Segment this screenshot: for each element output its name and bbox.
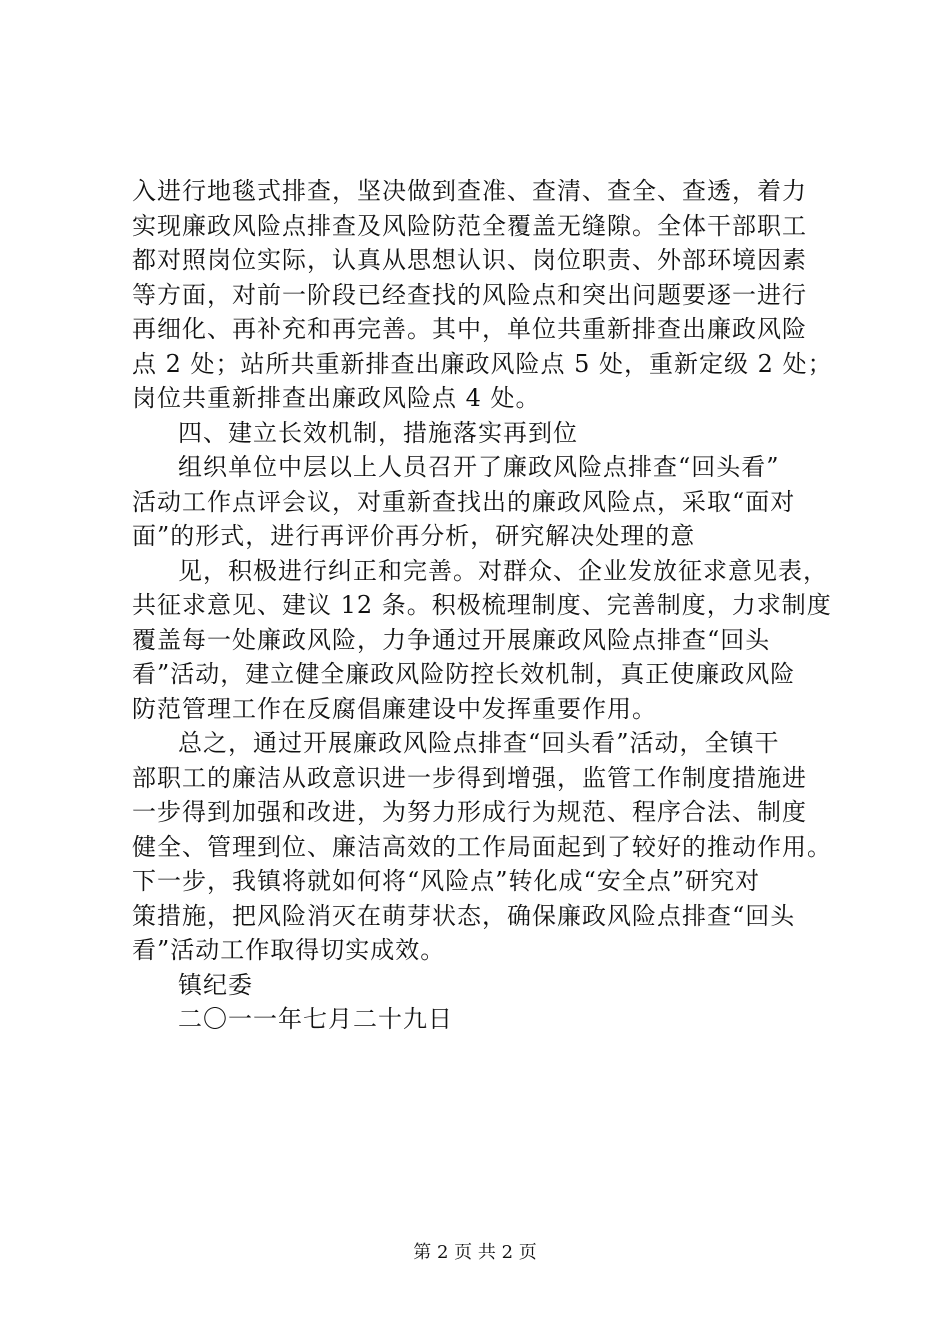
body-line: 共征求意见、建议 12 条。积极梳理制度、完善制度，力求制度: [132, 591, 832, 619]
body-line: 覆盖每一处廉政风险，力争通过开展廉政风险点排查“回头: [132, 625, 771, 654]
body-line: 防范管理工作在反腐倡廉建设中发挥重要作用。: [132, 694, 657, 723]
body-line: 健全、管理到位、廉洁高效的工作局面起到了较好的推动作用。: [132, 832, 832, 861]
body-line: 活动工作点评会议，对重新查找出的廉政风险点，采取“面对: [132, 487, 796, 516]
body-line: 部职工的廉洁从政意识进一步得到增强，监管工作制度措施进: [132, 763, 807, 792]
body-line: 一步得到加强和改进，为努力形成行为规范、程序合法、制度: [132, 798, 807, 826]
document-body: [132, 174, 832, 1037]
body-line: 再细化、再补充和再完善。其中，单位共重新排查出廉政风险: [132, 315, 807, 343]
body-line: 总之，通过开展廉政风险点排查“回头看”活动，全镇干: [178, 729, 780, 757]
body-line: 面”的形式，进行再评价再分析，研究解决处理的意: [132, 522, 696, 550]
page-footer: 第 2 页 共 2 页: [413, 1242, 537, 1263]
body-line: 等方面，对前一阶段已经查找的风险点和突出问题要逐一进行: [132, 280, 807, 309]
body-line: 都对照岗位实际，认真从思想认识、岗位职责、外部环境因素: [132, 246, 807, 274]
body-line: 二〇一一年七月二十九日: [178, 1005, 453, 1033]
body-line: 入进行地毯式排查，坚决做到查准、查清、查全、查透，着力: [132, 177, 807, 205]
body-line: 实现廉政风险点排查及风险防范全覆盖无缝隙。全体干部职工: [132, 211, 807, 240]
body-line: 策措施，把风险消灭在萌芽状态，确保廉政风险点排查“回头: [132, 901, 796, 930]
body-line: 看”活动，建立健全廉政风险防控长效机制，真正使廉政风险: [132, 660, 796, 688]
body-line: 见，积极进行纠正和完善。对群众、企业发放征求意见表，: [178, 556, 828, 585]
body-line: 看”活动工作取得切实成效。: [132, 936, 446, 964]
body-line: 四、建立长效机制，措施落实再到位: [178, 418, 578, 447]
body-line: 镇纪委: [178, 970, 253, 999]
body-line: 下一步，我镇将就如何将“风险点”转化成“安全点”研究对: [132, 867, 761, 895]
body-line: 岗位共重新排查出廉政风险点 4 处。: [132, 384, 541, 412]
body-line: 点 2 处；站所共重新排查出廉政风险点 5 处，重新定级 2 处；: [132, 349, 833, 378]
body-line: 组织单位中层以上人员召开了廉政风险点排查“回头看”: [178, 453, 780, 481]
